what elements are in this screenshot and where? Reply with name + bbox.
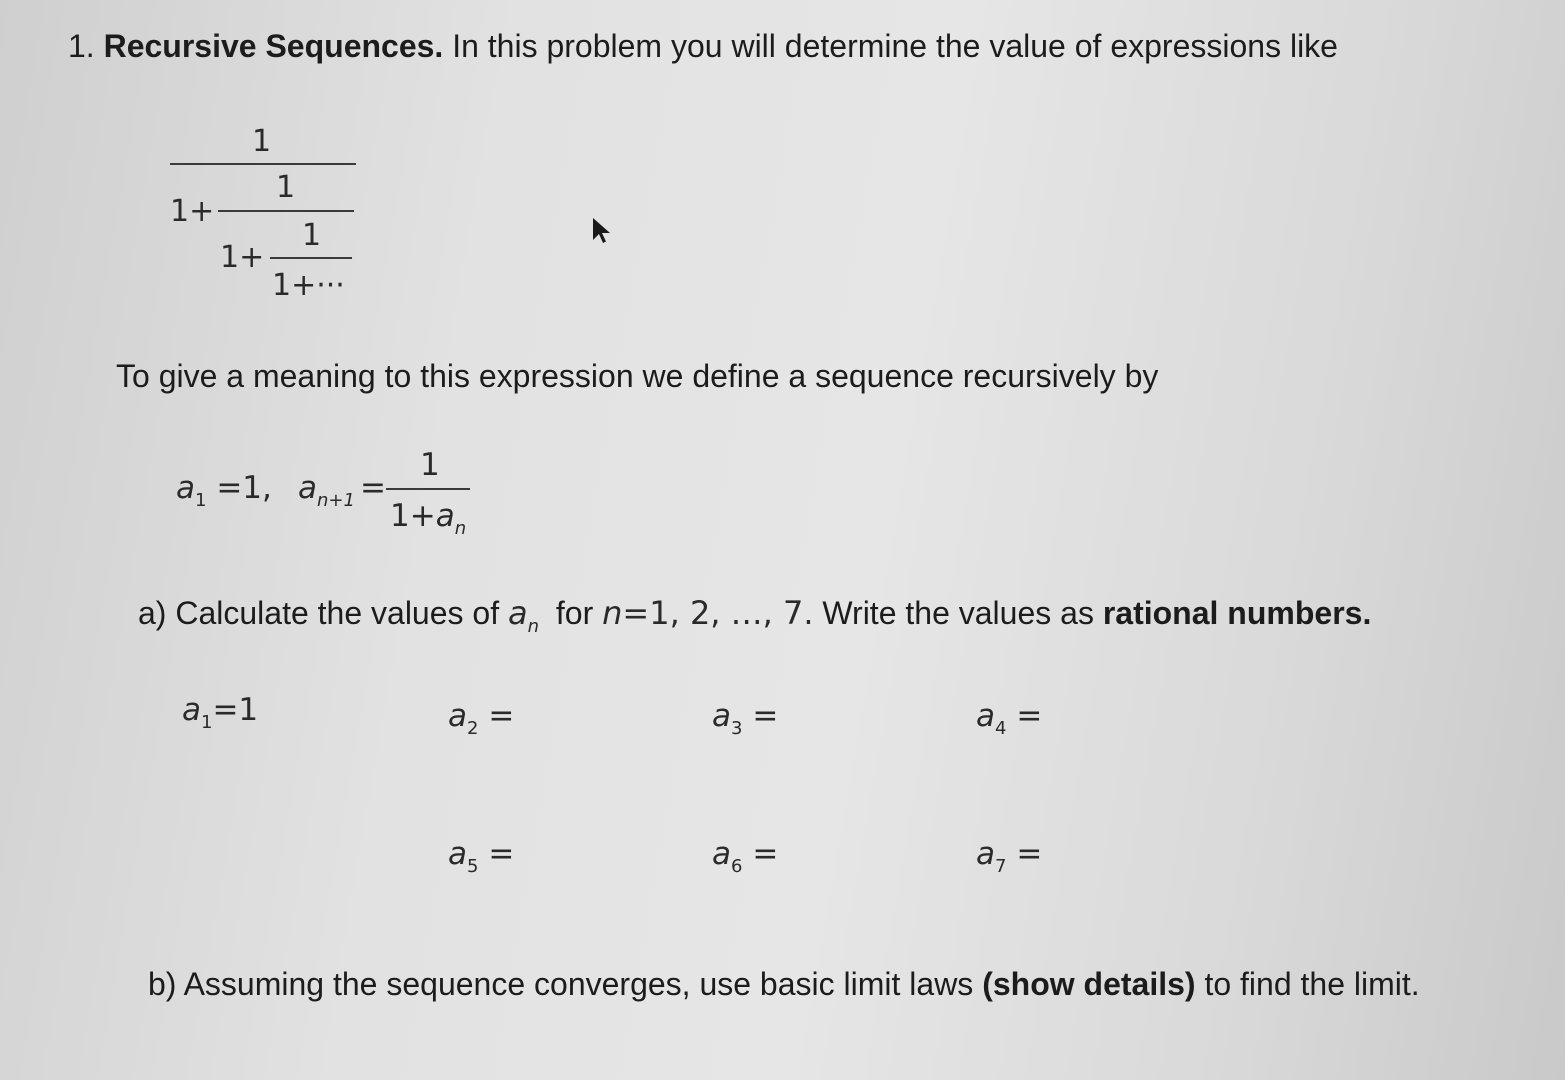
value-a6 [712, 836, 778, 877]
part-a-an [507, 594, 540, 637]
problem-intro: In this problem you will determine the value of expressions like [452, 28, 1338, 64]
part-b-text [148, 966, 1420, 1003]
cf-one-plus-1: 1+ [170, 194, 215, 229]
recursion-a1-def: =1, [216, 470, 272, 506]
part-a-prefix: a) Calculate the values of [138, 595, 500, 631]
recursion-an1-n: n [317, 490, 329, 511]
part-a-for: for [555, 595, 594, 631]
part-b-bold: (show details) [982, 966, 1196, 1002]
value-a2-rhs: = [488, 698, 515, 734]
value-a4-var: a [976, 698, 995, 734]
definition-text: To give a meaning to this expression we define a sequence recursively by [116, 358, 1159, 394]
value-a7 [976, 836, 1042, 877]
value-a7-sub: 7 [995, 856, 1007, 877]
value-a1-sub: 1 [201, 712, 213, 733]
value-a1-rhs: =1 [212, 692, 259, 728]
part-a-n: n [602, 594, 623, 632]
cf-numerator-3: 1 [302, 218, 322, 253]
value-a4 [976, 698, 1042, 739]
value-a1-var: a [182, 692, 201, 728]
recursion-denominator [390, 498, 466, 539]
mouse-pointer-icon [590, 216, 614, 246]
value-a2 [448, 698, 514, 739]
recursion-an1 [298, 470, 355, 511]
recursion-bar [386, 488, 470, 490]
value-a3-rhs: = [752, 698, 779, 734]
cf-numerator-1: 1 [252, 124, 272, 159]
value-a5-var: a [448, 836, 467, 872]
part-b-suffix: to find the limit. [1204, 966, 1420, 1002]
value-a3 [712, 698, 778, 739]
value-a2-sub: 2 [467, 718, 479, 739]
recursion-eq: = [360, 470, 386, 506]
problem-title: Recursive Sequences. [103, 28, 444, 64]
part-a-write: Write the values as [822, 595, 1094, 631]
recursion-a1-var: a [176, 470, 195, 506]
value-a5-rhs: = [488, 836, 515, 872]
recursion-denominator-prefix: 1+ [390, 498, 436, 534]
value-a5 [448, 836, 514, 877]
value-a6-rhs: = [752, 836, 779, 872]
recursion-an1-var: a [298, 470, 317, 506]
cf-one-plus-2: 1+ [220, 240, 265, 275]
part-a-range: =1, 2, …, 7. [622, 594, 814, 632]
value-a3-var: a [712, 698, 731, 734]
cf-numerator-2: 1 [276, 170, 296, 205]
part-a-bold: rational numbers. [1102, 595, 1372, 631]
recursion-denominator-var: a [435, 498, 455, 534]
value-a5-sub: 5 [467, 856, 479, 877]
recursion-an1-sub: n+1 [317, 490, 355, 511]
recursion-a1-sub: 1 [195, 490, 207, 511]
value-a1 [182, 692, 258, 733]
cf-bar-1 [170, 163, 356, 165]
cf-bar-3 [270, 257, 352, 259]
cf-bar-2 [218, 210, 354, 212]
value-a6-sub: 6 [731, 856, 743, 877]
part-a-text [138, 594, 1371, 637]
recursion-a1 [176, 470, 272, 511]
part-b-prefix: b) Assuming the sequence converges, use basic limit laws [148, 966, 974, 1002]
value-a4-sub: 4 [995, 718, 1007, 739]
problem-heading [68, 28, 1338, 65]
cf-tail: 1+··· [272, 268, 345, 303]
value-a4-rhs: = [1016, 698, 1043, 734]
value-a7-rhs: = [1016, 836, 1043, 872]
recursion-denominator-sub: n [454, 518, 467, 539]
recursion-numerator: 1 [420, 447, 440, 483]
value-a7-var: a [976, 836, 995, 872]
value-a2-var: a [448, 698, 467, 734]
part-a-an-sub: n [527, 616, 540, 637]
value-a3-sub: 3 [731, 718, 743, 739]
problem-number: 1. [68, 28, 95, 64]
part-a-a: a [507, 594, 528, 632]
value-a6-var: a [712, 836, 731, 872]
